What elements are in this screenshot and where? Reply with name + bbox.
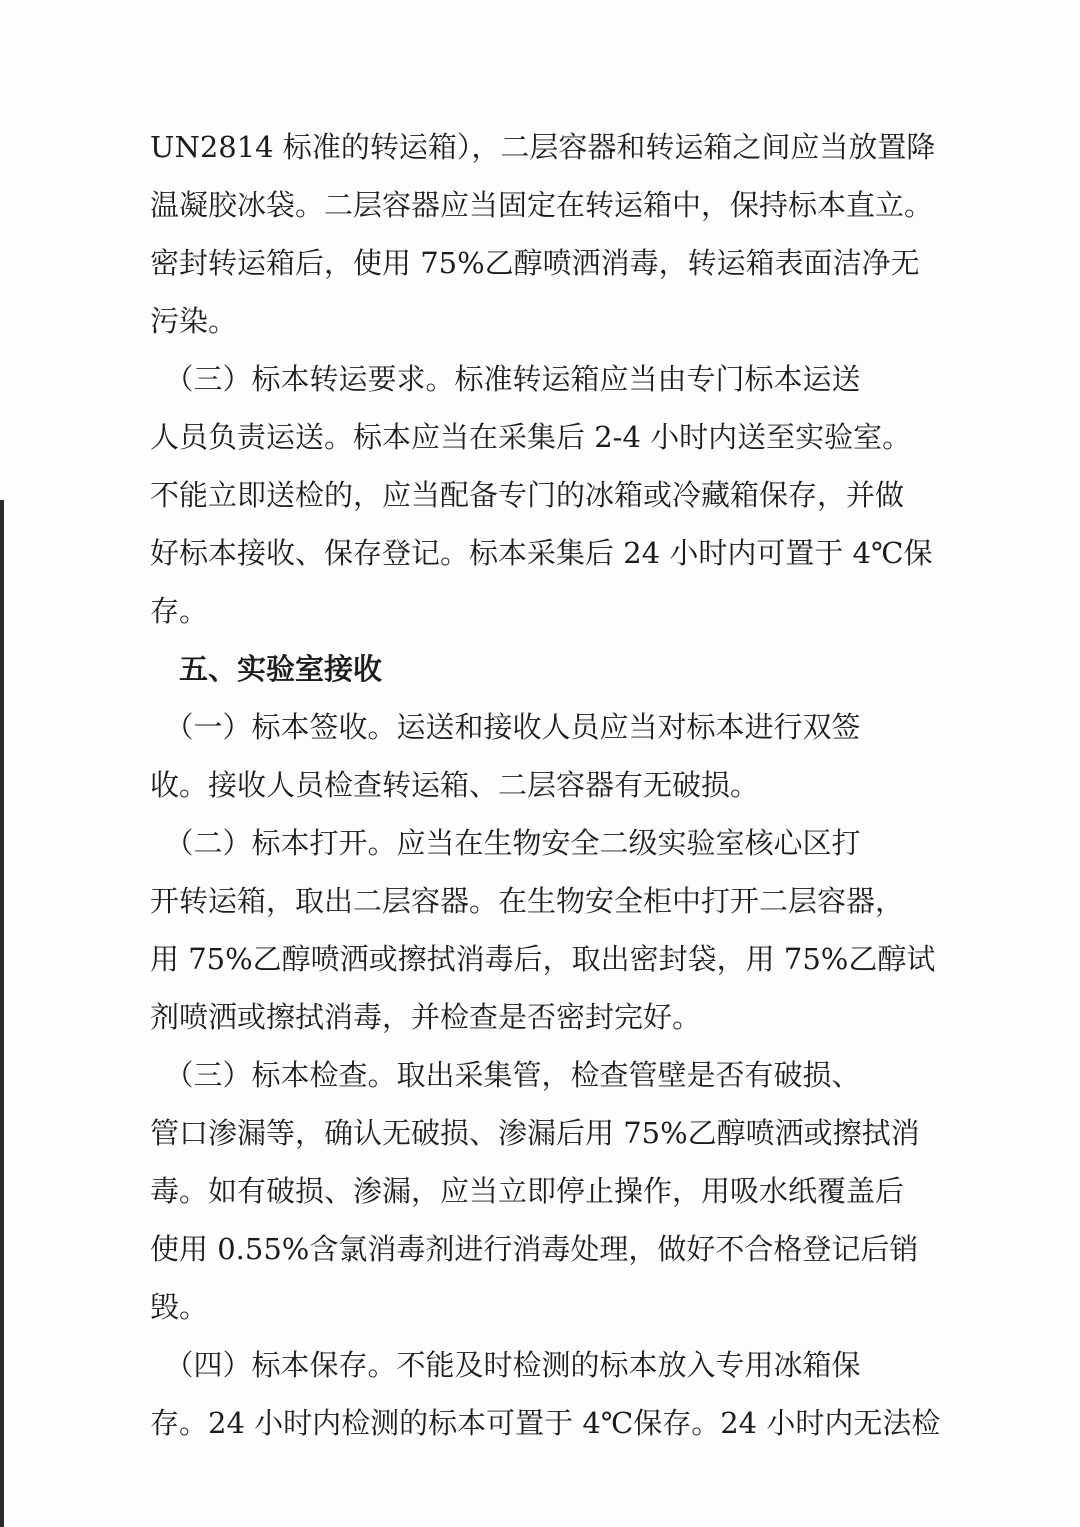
text-line: 存。 (150, 594, 209, 628)
text-line: 开转运箱，取出二层容器。在生物安全柜中打开二层容器， (150, 884, 905, 918)
document-body (150, 118, 941, 1452)
text-line: 密封转运箱后，使用 75%乙醇喷洒消毒，转运箱表面洁净无 (150, 246, 920, 280)
text-line: 不能立即送检的，应当配备专门的冰箱或冷藏箱保存，并做 (150, 478, 905, 512)
text-line: 温凝胶冰袋。二层容器应当固定在转运箱中，保持标本直立。 (150, 188, 934, 222)
text-line: 毒。如有破损、渗漏，应当立即停止操作，用吸水纸覆盖后 (150, 1174, 905, 1208)
text-line: （二）标本打开。应当在生物安全二级实验室核心区打 (150, 826, 861, 860)
text-line: 污染。 (150, 304, 238, 338)
text-line: 好标本接收、保存登记。标本采集后 24 小时内可置于 4℃保 (150, 536, 933, 570)
text-line: 毁。 (150, 1290, 209, 1324)
text-line: 管口渗漏等，确认无破损、渗漏后用 75%乙醇喷洒或擦拭消 (150, 1116, 920, 1150)
text-line: （三）标本检查。取出采集管，检查管壁是否有破损、 (150, 1058, 861, 1092)
text-line: 收。接收人员检查转运箱、二层容器有无破损。 (150, 768, 760, 802)
text-line: （四）标本保存。不能及时检测的标本放入专用冰箱保 (150, 1348, 861, 1382)
scan-edge-shadow (0, 500, 4, 1527)
section-heading: 五、实验室接收 (150, 652, 383, 686)
text-line: （一）标本签收。运送和接收人员应当对标本进行双签 (150, 710, 861, 744)
text-line: 剂喷洒或擦拭消毒，并检查是否密封完好。 (150, 1000, 702, 1034)
text-line: 使用 0.55%含氯消毒剂进行消毒处理，做好不合格登记后销 (150, 1232, 919, 1266)
text-line: （三）标本转运要求。标准转运箱应当由专门标本运送 (150, 362, 861, 396)
text-line: 用 75%乙醇喷洒或擦拭消毒后，取出密封袋，用 75%乙醇试 (150, 942, 936, 976)
text-line: 人员负责运送。标本应当在采集后 2-4 小时内送至实验室。 (150, 420, 912, 454)
text-line: 存。24 小时内检测的标本可置于 4℃保存。24 小时内无法检 (150, 1406, 941, 1440)
text-line: UN2814 标准的转运箱），二层容器和转运箱之间应当放置降 (150, 130, 936, 164)
